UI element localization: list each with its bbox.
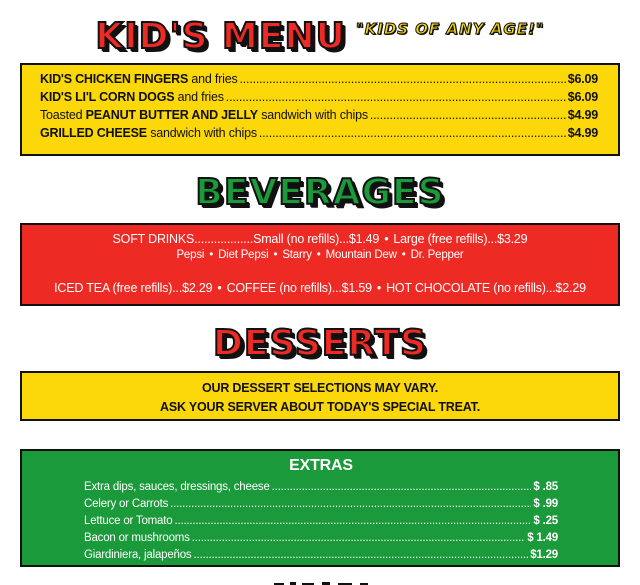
coffee-price: COFFEE (no refills)...$1.59: [226, 281, 372, 295]
leader-dots: [272, 479, 532, 496]
menu-item-desc: sandwich with chips: [257, 108, 368, 122]
extras-item-label: Giardiniera, jalapeños: [84, 549, 192, 561]
menu-item-prefix: Toasted: [40, 108, 86, 122]
menu-item-row: [40, 88, 598, 106]
extras-item-price: $ .25: [533, 515, 558, 527]
extras-panel: [20, 449, 620, 567]
extras-title: EXTRAS: [289, 457, 353, 474]
soft-drinks-small: Small (no refills)...$1.49: [253, 232, 380, 246]
leader-dots: [170, 496, 531, 513]
menu-item-price: $4.99: [567, 108, 598, 122]
kids-menu-title-text: KID'S MENU: [95, 16, 346, 57]
extras-item-row: [84, 479, 558, 496]
extras-item-row: [84, 547, 558, 564]
extras-item-label: Celery or Carrots: [84, 498, 169, 510]
extras-item-price: $ .85: [533, 481, 558, 493]
desserts-note-line1: OUR DESSERT SELECTIONS MAY VARY.: [201, 381, 438, 395]
menu-item-price: $6.09: [567, 72, 598, 86]
soft-drink-options: Pepsi • Diet Pepsi • Starry • Mountain Dew • Dr. Pepper: [176, 249, 464, 261]
soft-drinks-label: SOFT DRINKS..................: [112, 232, 254, 246]
extras-item-price: $ 1.49: [527, 532, 558, 544]
beverages-panel: [20, 223, 620, 306]
soft-drink-option: Pepsi: [176, 249, 205, 261]
soft-drink-option: Starry: [282, 249, 312, 261]
soft-drinks-large: Large (free refills)...$3.29: [393, 232, 528, 246]
extras-item-row: [84, 530, 558, 547]
extras-item-label: Extra dips, sauces, dressings, cheese: [84, 481, 270, 493]
extras-item-row: [84, 513, 558, 530]
menu-item-price: $6.09: [567, 90, 598, 104]
extras-item-label: Bacon or mushrooms: [84, 532, 190, 544]
menu-item-price: $4.99: [567, 126, 598, 140]
desserts-panel: [20, 371, 620, 421]
soft-drink-option: Diet Pepsi: [218, 249, 269, 261]
leader-dots: [174, 513, 531, 530]
soft-drink-option: Mountain Dew: [325, 249, 397, 261]
leader-dots: [192, 530, 526, 547]
desserts-note-line2: ASK YOUR SERVER ABOUT TODAY'S SPECIAL TREAT.: [160, 400, 480, 414]
menu-item-name: KID'S LI'L CORN DOGS: [40, 90, 175, 104]
soft-drink-option: Dr. Pepper: [410, 249, 464, 261]
cropped-footer-text: [270, 575, 380, 585]
menu-item-row: [40, 124, 598, 142]
leader-dots: [226, 88, 566, 106]
iced-tea-price: ICED TEA (free refills)...$2.29: [54, 281, 213, 295]
leader-dots: [370, 106, 566, 124]
hot-chocolate-price: HOT CHOCOLATE (no refills)...$2.29: [386, 281, 586, 295]
menu-item-row: [40, 106, 598, 124]
leader-dots: [259, 124, 566, 142]
menu-item-desc: sandwich with chips: [146, 126, 257, 140]
menu-item-row: [40, 70, 598, 88]
extras-item-row: [84, 496, 558, 513]
menu-item-name: KID'S CHICKEN FINGERS: [40, 72, 189, 86]
menu-item-name: PEANUT BUTTER AND JELLY: [85, 108, 258, 122]
extras-item-label: Lettuce or Tomato: [84, 515, 173, 527]
desserts-title: DESSERTS: [213, 323, 427, 364]
extras-item-price: $ .99: [533, 498, 558, 510]
menu-item-name: GRILLED CHEESE: [40, 126, 147, 140]
hot-cold-drinks-line: ICED TEA (free refills)...$2.29 • COFFEE (no refills)...$1.59 • HOT CHOCOLATE (no refills)...$2.29: [54, 281, 586, 295]
soft-drinks-line: SOFT DRINKS..................Small (no refills)...$1.49 • Large (free refills)...$3.29: [112, 232, 528, 246]
kids-menu-title: [0, 16, 640, 57]
beverages-title: BEVERAGES: [195, 172, 445, 213]
kids-menu-panel: [20, 63, 620, 156]
leader-dots: [193, 547, 528, 564]
menu-item-desc: and fries: [174, 90, 224, 104]
extras-item-price: $1.29: [530, 549, 558, 561]
leader-dots: [240, 70, 566, 88]
menu-item-desc: and fries: [188, 72, 238, 86]
kids-menu-tagline: "KIDS OF ANY AGE!": [355, 20, 545, 38]
